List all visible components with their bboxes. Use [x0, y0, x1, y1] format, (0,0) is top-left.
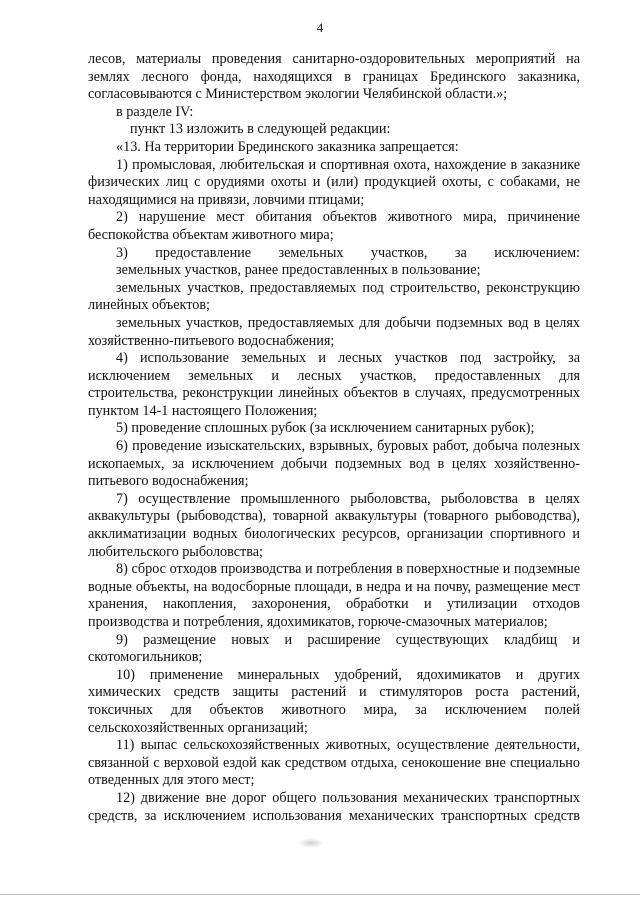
list-item: 4) использование земельных и лесных участков под застройку, за исключением земельных и лесных участков, предоставленных для строительства, реконструкции линейных объектов в случаях, предусмотренных пунктом 14-1 настоящего Положения; [88, 350, 580, 419]
list-item: земельных участков, предоставляемых для добычи подземных вод в целях хозяйственно-питьевого водоснабжения; [88, 314, 580, 349]
scan-smudge [298, 838, 324, 848]
scan-edge-line [0, 894, 640, 895]
list-item: 10) применение минеральных удобрений, ядохимикатов и других химических средств защиты растений и стимуляторов роста растений, токсичных для объектов животного мира, за исключением полей сельскохозяйственных организаций; [88, 666, 580, 736]
paragraph: лесов, материалы проведения санитарно-оздоровительных мероприятий на землях лесного фонда, находящихся в границах Брединского заказника, согласовываются с Министерством экологии Челябинской области.»; [88, 51, 580, 103]
list-item: 3) предоставление земельных участков, за исключением: [116, 244, 580, 261]
paragraph: пункт 13 изложить в следующей редакции: [130, 121, 391, 138]
paragraph: в разделе IV: [116, 103, 194, 120]
document-body [88, 51, 580, 825]
paragraph: «13. На территории Брединского заказника запрещается: [116, 138, 459, 155]
list-item: 2) нарушение мест обитания объектов животного мира, причинение беспокойства объектам животного мира; [88, 209, 580, 243]
list-item: 8) сброс отходов производства и потребления в поверхностные и подземные водные объекты, на водосборные площади, в недра и на почву, размещение мест хранения, накопления, захоронения, обработки и утилизации отходов производства и потребления, ядохимикатов, горюче-смазочных материалов; [88, 561, 580, 630]
list-item: 6) проведение изыскательских, взрывных, буровых работ, добыча полезных ископаемых, за исключением добычи подземных вод в целях хозяйственно-питьевого водоснабжения; [88, 438, 580, 490]
list-item: земельных участков, предоставляемых под строительство, реконструкцию линейных объектов; [88, 279, 580, 314]
page-number: 4 [316, 20, 324, 35]
list-item: 11) выпас сельскохозяйственных животных, осуществление деятельности, связанной с верховой ездой как средством отдыха, сенокошение вне специально отведенных для этого мест; [88, 737, 580, 789]
list-item: 5) проведение сплошных рубок (за исключением санитарных рубок); [116, 420, 535, 437]
list-item: 12) движение вне дорог общего пользования механических транспортных средств, за исключением использования механических транспортных средств [88, 789, 580, 824]
list-item: земельных участков, ранее предоставленных в пользование; [116, 262, 481, 279]
list-item: 1) промысловая, любительская и спортивная охота, нахождение в заказнике физических лиц с орудиями охоты и (или) продукцией охоты, с собаками, не находящимися на привязи, ловчими птицами; [88, 156, 580, 208]
list-item: 9) размещение новых и расширение существующих кладбищ и скотомогильников; [88, 631, 580, 666]
list-item: 7) осуществление промышленного рыболовства, рыболовства в целях аквакультуры (рыбоводства), товарной аквакультуры (товарного рыбоводства), акклиматизации водных биологических ресурсов, организации спортивного и любительского рыболовства; [88, 490, 580, 560]
